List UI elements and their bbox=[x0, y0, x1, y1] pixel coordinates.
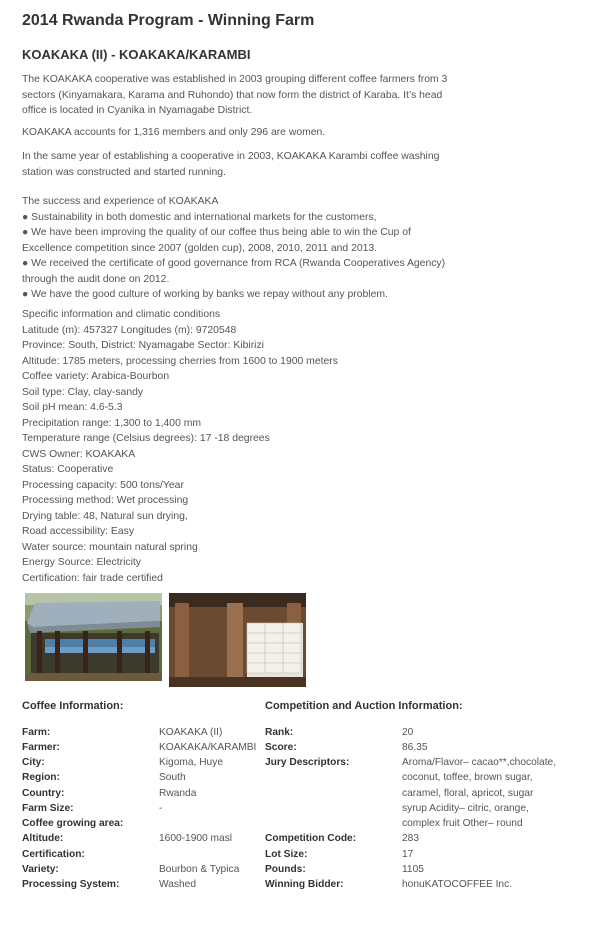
row-label: Pounds: bbox=[265, 864, 306, 875]
page-title: 2014 Rwanda Program - Winning Farm bbox=[22, 12, 315, 29]
row-label: Certification: bbox=[22, 849, 85, 860]
spec-line: Coffee variety: Arabica-Bourbon bbox=[22, 371, 170, 382]
row-label: Altitude: bbox=[22, 833, 64, 844]
row-label: Jury Descriptors: bbox=[265, 757, 350, 768]
success-heading: The success and experience of KOAKAKA bbox=[22, 196, 219, 207]
rank-value: 20 bbox=[402, 727, 414, 738]
row-label: Farm Size: bbox=[22, 803, 74, 814]
text-line: sectors (Kinyamakara, Karama and Ruhondo) that now form the district of Karaba. It’s head bbox=[22, 89, 443, 101]
spec-line: Energy Source: Electricity bbox=[22, 557, 141, 568]
spec-line: Processing method: Wet processing bbox=[22, 495, 189, 506]
row-label: Score: bbox=[265, 742, 297, 753]
text-line: In the same year of establishing a cooperative in 2003, KOAKAKA Karambi coffee washing bbox=[22, 151, 440, 162]
spec-line: Latitude (m): 457327 Longitudes (m): 9720548 bbox=[22, 324, 237, 336]
success-line: Excellence competition since 2007 (golden cup), 2008, 2010, 2011 and 2013. bbox=[22, 242, 378, 254]
farm-heading: KOAKAKA (II) - KOAKAKA/KARAMBI bbox=[22, 47, 251, 62]
spec-line: Soil type: Clay, clay-sandy bbox=[22, 386, 144, 398]
text-line: The KOAKAKA cooperative was established in 2003 grouping different coffee farmers from 3 bbox=[22, 74, 448, 85]
bidder-value: honuKATOCOFFEE Inc. bbox=[402, 879, 513, 890]
row-label: Winning Bidder: bbox=[265, 879, 344, 890]
spec-line: Road accessibility: Easy bbox=[22, 526, 135, 537]
row-label: Lot Size: bbox=[265, 849, 308, 860]
code-value: 283 bbox=[402, 833, 419, 844]
intro-paragraph-3 bbox=[22, 149, 442, 180]
spec-line: CWS Owner: KOAKAKA bbox=[22, 448, 136, 460]
jury-line: coconut, toffee, brown sugar, bbox=[402, 772, 533, 784]
row-label: Farmer: bbox=[22, 742, 60, 753]
row-label: Coffee growing area: bbox=[22, 818, 124, 829]
row-value: Kigoma, Huye bbox=[159, 757, 223, 768]
pounds-value: 1105 bbox=[402, 864, 424, 875]
row-label: City: bbox=[22, 757, 45, 768]
spec-line: Processing capacity: 500 tons/Year bbox=[22, 479, 184, 491]
row-value: Bourbon & Typica bbox=[159, 864, 240, 875]
spec-line: Province: South, District: Nyamagabe Sector: Kibirizi bbox=[22, 340, 264, 351]
success-line: ● Sustainability in both domestic and international markets for the customers, bbox=[22, 211, 377, 223]
row-label: Processing System: bbox=[22, 879, 120, 890]
text-line: station was constructed and started running. bbox=[22, 166, 226, 178]
warehouse-photo bbox=[169, 593, 306, 687]
spec-line: Altitude: 1785 meters, processing cherries from 1600 to 1900 meters bbox=[22, 355, 338, 367]
washing-station-image bbox=[25, 593, 162, 681]
row-label: Competition Code: bbox=[265, 833, 357, 844]
spec-line: Certification: fair trade certified bbox=[22, 572, 163, 584]
row-value: Washed bbox=[159, 879, 196, 890]
spec-line: Specific information and climatic conditions bbox=[22, 309, 221, 320]
spec-line: Water source: mountain natural spring bbox=[22, 541, 198, 553]
row-label: Country: bbox=[22, 788, 65, 799]
row-value: - bbox=[159, 803, 163, 814]
row-value: KOAKAKA (II) bbox=[159, 727, 223, 738]
spec-line: Status: Cooperative bbox=[22, 464, 114, 475]
spec-line: Drying table: 48, Natural sun drying, bbox=[22, 510, 188, 522]
row-value: 1600-1900 masl bbox=[159, 833, 233, 844]
success-line: ● We received the certificate of good governance from RCA (Rwanda Cooperatives Agency) bbox=[22, 258, 446, 269]
spec-line: Temperature range (Celsius degrees): 17 -18 degrees bbox=[22, 433, 270, 444]
success-line: through the audit done on 2012. bbox=[22, 273, 170, 285]
success-section bbox=[22, 194, 446, 303]
jury-line: complex fruit Other– round bbox=[402, 818, 523, 830]
jury-line: Aroma/Flavor– cacao**,chocolate, bbox=[402, 757, 557, 768]
text-line: office is located in Cyanika in Nyamagabe District. bbox=[22, 105, 253, 116]
row-value: South bbox=[159, 772, 186, 783]
jury-line: syrup Acidity– citric, orange, bbox=[402, 802, 529, 814]
specifics-section bbox=[22, 307, 442, 586]
intro-paragraph-1 bbox=[22, 72, 448, 119]
coffee-info-heading: Coffee Information: bbox=[22, 700, 124, 712]
intro-paragraph-2 bbox=[22, 125, 442, 141]
text-line: KOAKAKA accounts for 1,316 members and only 296 are women. bbox=[22, 127, 326, 138]
row-label: Variety: bbox=[22, 864, 59, 875]
spec-line: Precipitation range: 1,300 to 1,400 mm bbox=[22, 417, 202, 429]
row-label: Region: bbox=[22, 772, 60, 783]
row-label: Farm: bbox=[22, 727, 51, 738]
jury-line: caramel, floral, apricot, sugar bbox=[402, 787, 534, 799]
row-label: Rank: bbox=[265, 727, 294, 738]
warehouse-image bbox=[169, 593, 306, 687]
washing-station-photo bbox=[25, 593, 162, 681]
row-value: KOAKAKA/KARAMBI bbox=[159, 742, 257, 753]
row-value: Rwanda bbox=[159, 788, 197, 799]
spec-line: Soil pH mean: 4.6-5.3 bbox=[22, 402, 123, 413]
competition-info-heading: Competition and Auction Information: bbox=[265, 700, 463, 712]
score-value: 86.35 bbox=[402, 742, 428, 753]
success-line: ● We have been improving the quality of our coffee thus being able to win the Cup of bbox=[22, 227, 411, 238]
lot-value: 17 bbox=[402, 849, 414, 860]
success-line: ● We have the good culture of working by banks we repay without any problem. bbox=[22, 289, 388, 300]
